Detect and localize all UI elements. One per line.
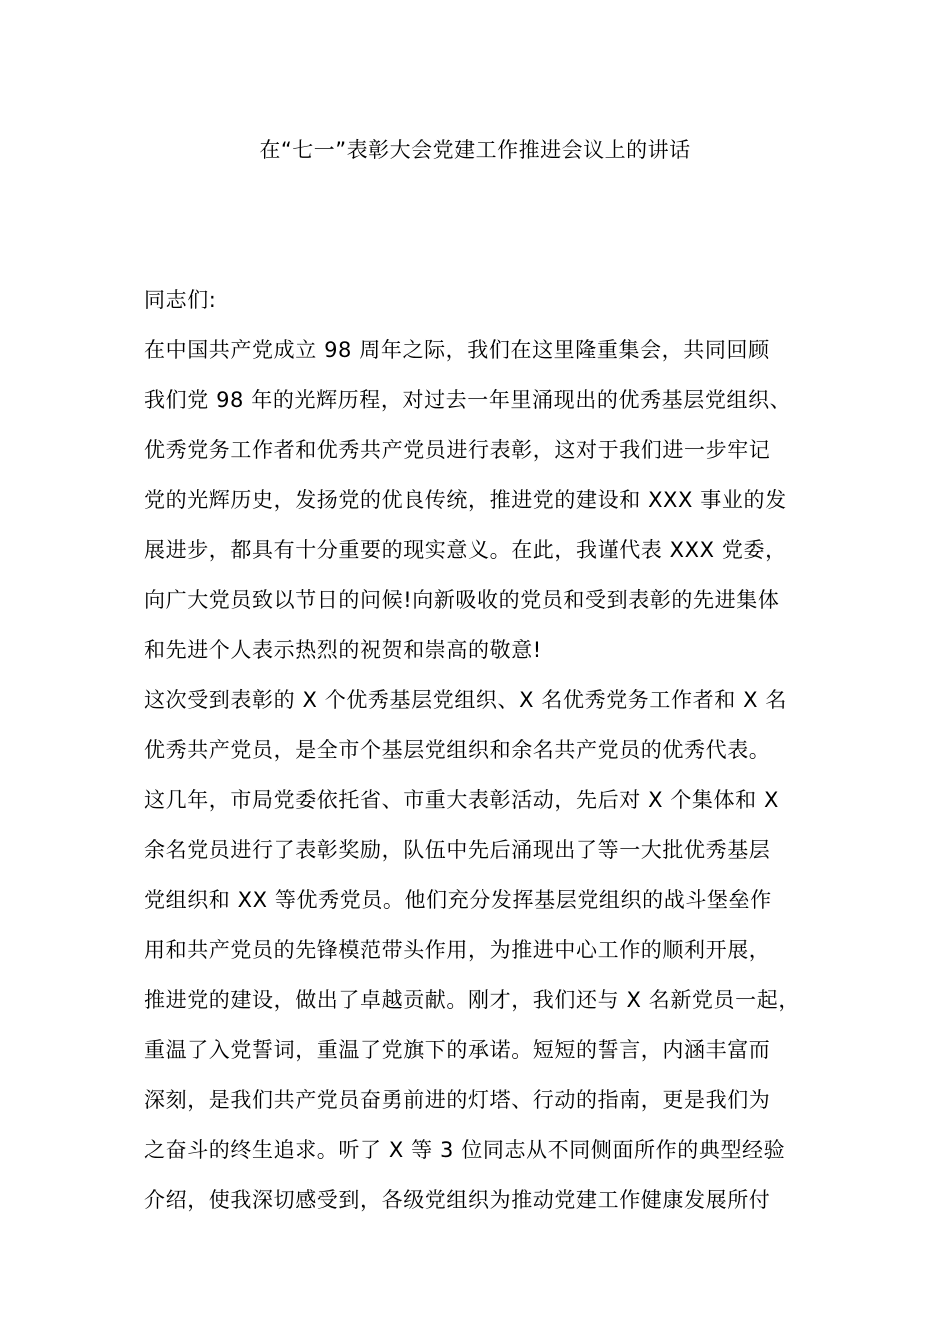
body-line: 党的光辉历史，发扬党的优良传统，推进党的建设和 XXX 事业的发 (144, 488, 787, 512)
speech-body (144, 282, 824, 1232)
body-line: 之奋斗的终生追求。听了 X 等 3 位同志从不同侧面所作的典型经验 (144, 1138, 786, 1162)
body-line: 优秀党务工作者和优秀共产党员进行表彰，这对于我们进一步牢记 (144, 438, 771, 462)
body-line: 用和共产党员的先锋模范带头作用，为推进中心工作的顺利开展， (144, 938, 771, 962)
body-line: 介绍，使我深切感受到，各级党组织为推动党建工作健康发展所付 (144, 1188, 771, 1212)
body-line: 推进党的建设，做出了卓越贡献。刚才，我们还与 X 名新党员一起， (144, 988, 800, 1012)
body-line: 党组织和 XX 等优秀党员。他们充分发挥基层党组织的战斗堡垒作 (144, 888, 772, 912)
body-line: 优秀共产党员，是全市个基层党组织和余名共产党员的优秀代表。 (144, 738, 771, 762)
document-title: 在“七一”表彰大会党建工作推进会议上的讲话 (259, 138, 691, 162)
body-line: 展进步，都具有十分重要的现实意义。在此，我谨代表 XXX 党委， (144, 538, 787, 562)
body-line: 和先进个人表示热烈的祝贺和崇高的敬意! (144, 638, 542, 662)
body-line: 这次受到表彰的 X 个优秀基层党组织、X 名优秀党务工作者和 X 名 (144, 688, 787, 712)
body-line: 向广大党员致以节日的问候!向新吸收的党员和受到表彰的先进集体 (144, 588, 780, 612)
body-line: 余名党员进行了表彰奖励，队伍中先后涌现出了等一大批优秀基层 (144, 838, 771, 862)
body-line: 在中国共产党成立 98 周年之际，我们在这里隆重集会，共同回顾 (144, 338, 770, 362)
salutation: 同志们: (144, 288, 217, 312)
body-line: 我们党 98 年的光辉历程，对过去一年里涌现出的优秀基层党组织、 (144, 388, 792, 412)
body-line: 重温了入党誓词，重温了党旗下的承诺。短短的誓言，内涵丰富而 (144, 1038, 771, 1062)
body-line: 深刻，是我们共产党员奋勇前进的灯塔、行动的指南，更是我们为 (144, 1088, 771, 1112)
body-line: 这几年，市局党委依托省、市重大表彰活动，先后对 X 个集体和 X (144, 788, 779, 812)
